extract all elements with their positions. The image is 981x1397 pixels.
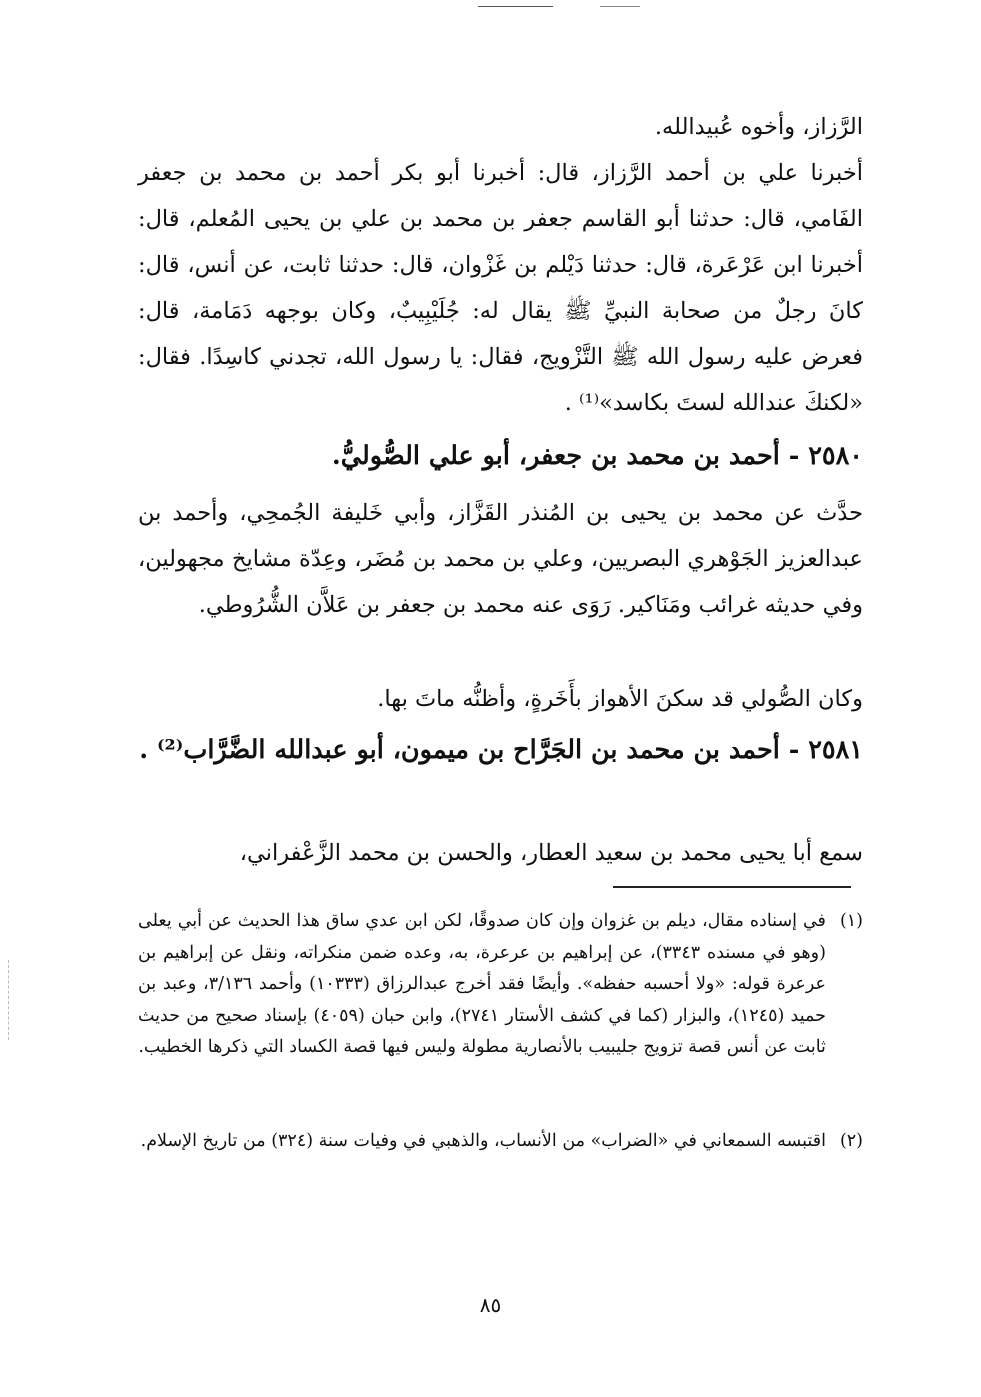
footnote-separator: [613, 886, 851, 888]
scan-edge-mark: [8, 960, 10, 1040]
entry-2581-body: سمع أبا يحيى محمد بن سعيد العطار، والحسن بن محمد الزَّعْفراني،: [239, 840, 863, 866]
footnote-text: اقتبسه السمعاني في «الضراب» من الأنساب، والذهبي في وفيات سنة (٣٢٤) من تاريخ الإسلام.: [140, 1131, 826, 1151]
footnote-number: (١): [839, 911, 863, 931]
footnote-2: [138, 1126, 863, 1158]
entry-2580-body: حدَّث عن محمد بن يحيى بن المُنذر القَزَّاز، وأبي خَليفة الجُمحِي، وأحمد بن عبدالعزيز الجَوْهري البصريين، وعلي بن محمد بن مُضَر، وعِدّة مشايخ مجهولين، وفي حديثه غرائب ومَنَاكير. رَوَى عنه محمد بن جعفر بن عَلاَّن الشُّرُوطي.: [138, 500, 863, 618]
hadith-paragraph: أخبرنا علي بن أحمد الرَّزاز، قال: أخبرنا أبو بكر أحمد بن محمد بن جعفر الفَامي، قال: حدثنا أبو القاسم جعفر بن محمد بن علي بن يحيى المُعلم، قال: أخبرنا ابن عَرْعَرة، قال: حدثنا دَيْلم بن غَزْوان، قال: حدثنا ثابت، عن أنس، قال: كانَ رجلٌ من صحابة النبيِّ ﷺ يقال له: جُلَيْبِيبٌ، وكان بوجهه دَمَامة، قال: فعرض عليه رسول الله ﷺ التَّزْويج، فقال: يا رسول الله، تجدني كاسِدًا. فقال: «لكنكَ عندالله لستَ بكاسد»⁽¹⁾ .: [138, 160, 863, 416]
page-number: ٨٥: [479, 1293, 502, 1317]
footnote-1: [138, 906, 863, 1064]
continuation-line: الرَّزاز، وأخوه عُبيدالله.: [654, 114, 863, 140]
entry-2580-note: وكان الصُّولي قد سكنَ الأهواز بأَخَرةٍ، وأظنُّه ماتَ بها.: [377, 686, 863, 712]
entry-2580-heading: ٢٥٨٠ - أحمد بن محمد بن جعفر، أبو علي الصُّوليُّ.: [331, 441, 863, 471]
entry-2581-heading: ٢٥٨١ - أحمد بن محمد بن الجَرَّاح بن ميمون، أبو عبدالله الضَّرَّاب⁽²⁾ .: [139, 735, 863, 765]
top-rule-secondary: [600, 6, 640, 7]
footnote-text: في إسناده مقال، ديلم بن غزوان وإن كان صدوقًا، لكن ابن عدي ساق هذا الحديث عن أبي يعلى (وهو في مسنده ٣٣٤٣)، عن إبراهيم بن عرعرة، به، وعده ضمن منكراته، ونقل عن إبراهيم بن عرعرة قوله: «ولا أحسبه حفظه». وأيضًا فقد أخرج عبدالرزاق (١٠٣٣٣) وأحمد ٣/١٣٦، وعبد بن حميد (١٢٤٥)، والبزار (كما في كشف الأستار ٢٧٤١)، وابن حبان (٤٠٥٩) بإسناد صحيح من حديث ثابت عن أنس قصة تزويج جليبيب بالأنصارية مطولة وليس فيها قصة الكساد التي ذكرها الخطيب.: [138, 911, 826, 1057]
top-rule: [478, 6, 553, 7]
footnote-number: (٢): [839, 1131, 863, 1151]
